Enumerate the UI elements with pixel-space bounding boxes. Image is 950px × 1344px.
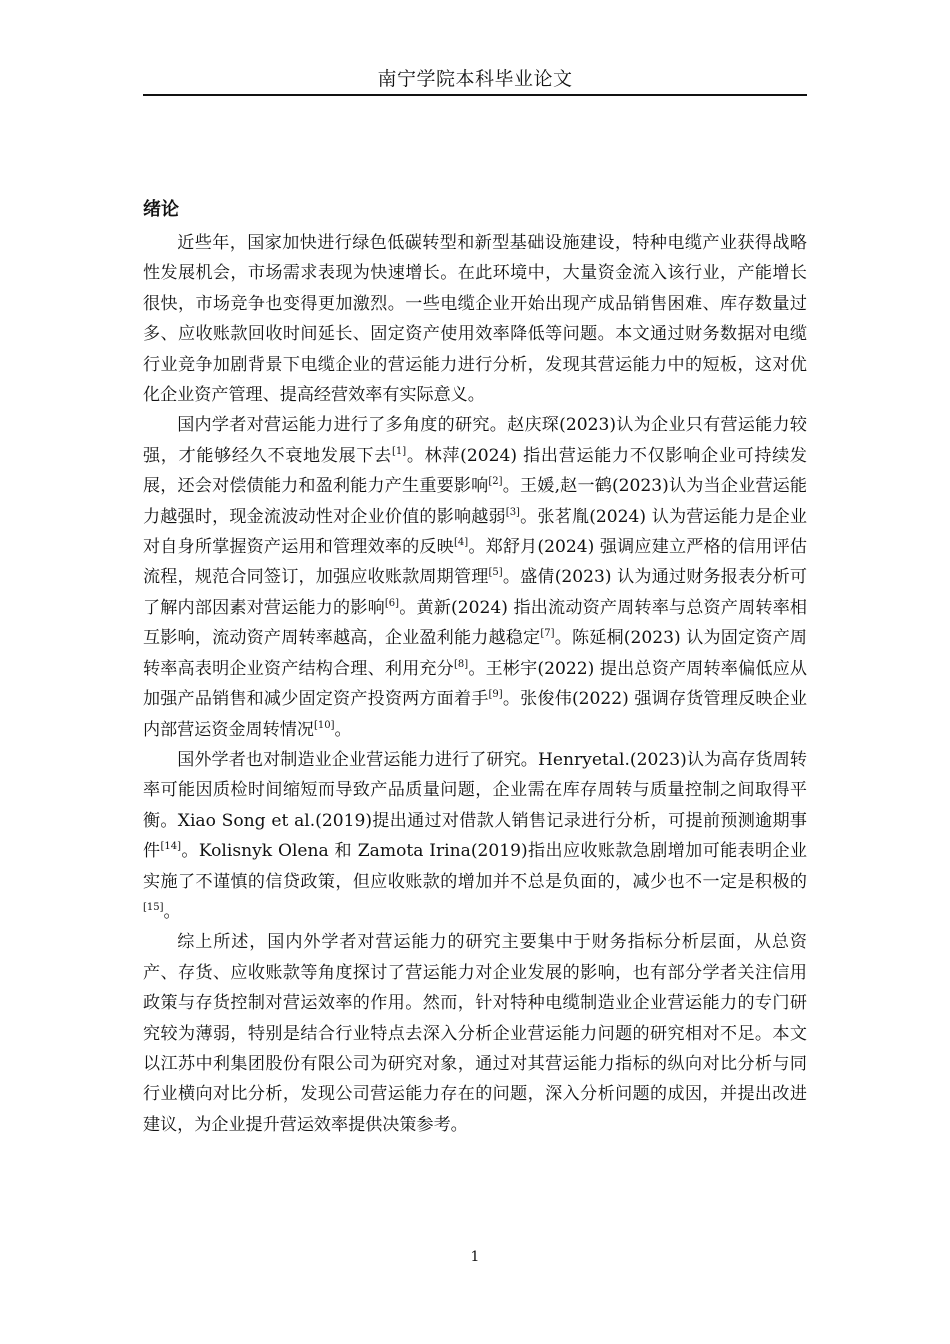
paragraph-text: 国外学者也对制造业企业营运能力进行了研究。Henryetal.(2023)认为高存货周转率可能因质检时间缩短而导致产品质量问题，企业需在库存周转与质量控制之间取得平衡。Xiao Song et al.(2019)提出通过对借款人销售记录进行分析，可提前预测逾期事件 [143,749,807,862]
paragraph-text: 。张俊伟(2022) 强调存货管理反映企业内部营运资金周转情况 [143,689,807,740]
citation-ref[interactable]: [7] [540,628,555,640]
page-number: 1 [470,1249,480,1265]
citation-ref[interactable]: [5] [488,567,503,579]
citation-ref[interactable]: [10] [313,719,335,731]
citation-ref[interactable]: [2] [488,476,503,488]
paragraph-text: 。郑舒月(2024) 强调应建立严格的信用评估流程，规范合同签订，加强应收账款周期管理 [143,537,808,588]
document-body [143,192,807,1140]
citation-ref[interactable]: [8] [453,658,469,670]
citation-ref[interactable]: [1] [391,445,407,457]
section-title: 绪论 [143,199,179,220]
header-divider [143,94,807,96]
paragraph-text: 。王彬宇(2022) 提出总资产周转率偏低应从加强产品销售和减少固定资产投资两方面着手 [143,658,808,710]
citation-ref[interactable]: [4] [453,537,469,549]
paragraph-text: 。陈延桐(2023) 认为固定资产周转率高表明企业资产结构合理、利用充分 [143,628,808,679]
citation-ref[interactable]: [6] [384,597,400,609]
paragraph-intro: 近些年，国家加快进行绿色低碳转型和新型基础设施建设，特种电缆产业获得战略性发展机会，市场需求表现为快速增长。在此环境中，大量资金流入该行业，产能增长很快，市场竞争也变得更加激烈。一些电缆企业开始出现产成品销售困难、库存数量过多、应收账款回收时间延长、固定资产使用效率降低等问题。本文通过财务数据对电缆行业竞争加剧背景下电缆企业的营运能力进行分析，发现其营运能力中的短板，这对优化企业资产管理、提高经营效率有实际意义。 [143,233,807,406]
paragraph-text: 。林萍(2024) 指出营运能力不仅影响企业可持续发展，还会对偿债能力和盈利能力产生重要影响 [143,445,807,497]
paragraph-text: 。 [334,719,352,740]
paragraph-text: 。张茗胤(2024) 认为营运能力是企业对自身所掌握资产运用和管理效率的反映 [143,506,808,558]
paragraph-text: 。黄新(2024) 指出流动资产周转率与总资产周转率相互影响，流动资产周转率越高，企业盈利能力越稳定 [143,597,807,649]
citation-ref[interactable]: [14] [160,841,181,853]
paragraph-domestic-research [143,410,807,744]
paragraph-text: 。盛倩(2023) 认为通过财务报表分析可了解内部因素对营运能力的影响 [143,567,807,618]
paragraph-text: 。Kolisnyk Olena 和 Zamota Irina(2019)指出应收账款急剧增加可能表明企业实施了不谨慎的信贷政策，但应收账款的增加并不总是负面的，减少也不一定是积极的 [143,841,807,892]
paragraph-foreign-research [143,745,807,927]
citation-ref[interactable]: [9] [488,689,503,701]
paragraph-summary: 综上所述，国内外学者对营运能力的研究主要集中于财务指标分析层面，从总资产、存货、应收账款等角度探讨了营运能力对企业发展的影响，也有部分学者关注信用政策与存货控制对营运效率的作用。然而，针对特种电缆制造业企业营运能力的专门研究较为薄弱，特别是结合行业特点去深入分析企业营运能力问题的研究相对不足。本文以江苏中利集团股份有限公司为研究对象，通过对其营运能力指标的纵向对比分析与同行业横向对比分析，发现公司营运能力存在的问题，深入分析问题的成因，并提出改进建议，为企业提升营运效率提供决策参考。 [143,932,807,1135]
paragraph-text: 国内学者对营运能力进行了多角度的研究。赵庆琛(2023)认为企业只有营运能力较强，才能够经久不衰地发展下去 [143,415,807,466]
citation-ref[interactable]: [3] [505,506,520,518]
paragraph-text: 。 [163,901,181,922]
running-header: 南宁学院本科毕业论文 [377,68,573,90]
citation-ref[interactable]: [15] [143,901,164,913]
paragraph-text: 。王媛,赵一鹤(2023)认为当企业营运能力越强时，现金流波动性对企业价值的影响越弱 [143,476,807,527]
